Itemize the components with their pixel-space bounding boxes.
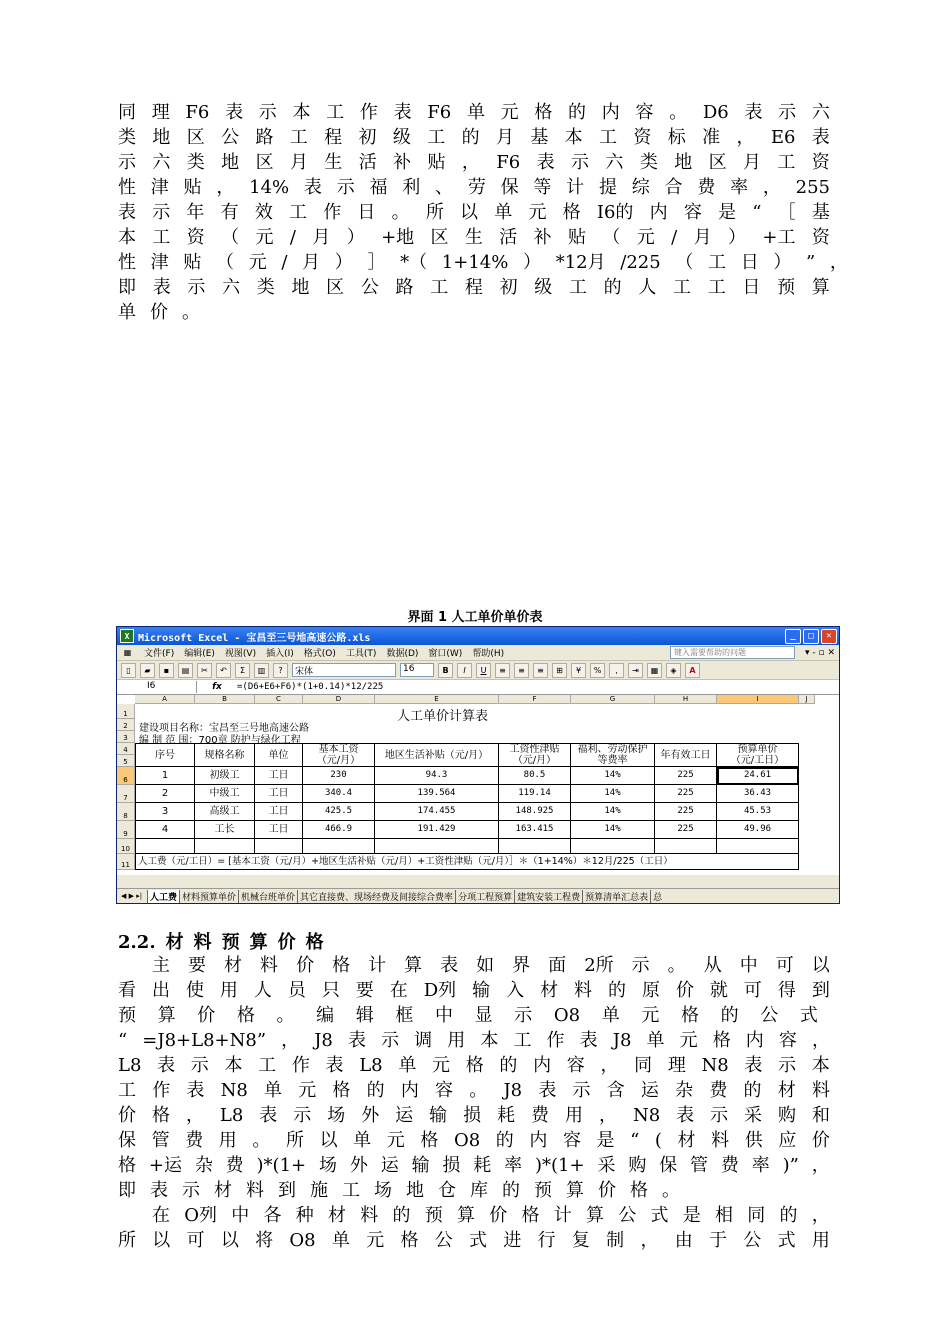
table-header-cell[interactable]: 地区生活补贴（元/月） bbox=[375, 743, 499, 767]
row-header[interactable]: 10 bbox=[117, 839, 135, 854]
workbook-controls[interactable]: ▾ - ▫ ✕ bbox=[805, 647, 835, 658]
new-file-icon[interactable]: ▯ bbox=[121, 663, 136, 678]
fx-icon[interactable]: fx bbox=[212, 682, 222, 692]
table-header-cell[interactable]: 单位 bbox=[255, 743, 303, 767]
font-size-select[interactable]: 16 bbox=[400, 663, 434, 677]
table-cell[interactable]: 49.96 bbox=[717, 821, 799, 839]
table-cell[interactable]: 14% bbox=[571, 767, 655, 785]
table-cell[interactable] bbox=[375, 839, 499, 854]
row-header[interactable]: 6 bbox=[117, 767, 135, 785]
font-name-select[interactable]: 宋体 bbox=[292, 663, 396, 677]
table-cell[interactable]: 163.415 bbox=[499, 821, 571, 839]
text-line: 同 理 F6 表 示 本 工 作 表 F6 单 元 格 的 内 容 。 D6 表 示 六 bbox=[118, 102, 830, 123]
formula-bar bbox=[117, 680, 839, 695]
column-header[interactable]: I bbox=[717, 695, 799, 704]
text-line: 本 工 资 （ 元 / 月 ） +地 区 生 活 补 贴 （ 元 / 月 ） +工 资 bbox=[118, 227, 830, 248]
text-line: 即 表 示 六 类 地 区 公 路 工 程 初 级 工 的 人 工 工 日 预 算 bbox=[118, 277, 830, 298]
column-header[interactable]: H bbox=[655, 695, 717, 704]
text-line: 单 价 。 bbox=[118, 302, 200, 323]
text-line: 类 地 区 公 路 工 程 初 级 工 的 月 基 本 工 资 标 准 ， E6 表 bbox=[118, 127, 830, 148]
table-cell[interactable]: 高级工 bbox=[195, 803, 255, 821]
cut-icon[interactable]: ✂ bbox=[197, 663, 212, 678]
table-cell[interactable]: 4 bbox=[135, 821, 195, 839]
table-header-cell[interactable]: 预算单价 （元/工日） bbox=[717, 743, 799, 767]
row-header[interactable]: 4 bbox=[117, 743, 135, 755]
help-search-input[interactable]: 键入需要帮助的问题 bbox=[670, 646, 795, 659]
table-cell[interactable] bbox=[571, 839, 655, 854]
workbook-icon: ▦ bbox=[123, 648, 132, 657]
menu-item[interactable]: 数据(D) bbox=[386, 649, 419, 659]
text-line: 预 算 价 格 。 编 辑 框 中 显 示 O8 单 元 格 的 公 式 bbox=[118, 1005, 818, 1026]
column-header[interactable]: J bbox=[799, 695, 815, 704]
row-header[interactable]: 9 bbox=[117, 821, 135, 839]
align-center-icon[interactable]: ≡ bbox=[514, 663, 529, 678]
table-cell[interactable] bbox=[255, 839, 303, 854]
title-bar bbox=[117, 627, 839, 645]
table-cell[interactable]: 425.5 bbox=[303, 803, 375, 821]
project-scope: 编 制 范 围：700章 防护与绿化工程 bbox=[139, 735, 301, 746]
row-header[interactable]: 7 bbox=[117, 785, 135, 803]
percent-icon[interactable]: % bbox=[590, 663, 605, 678]
table-cell[interactable]: 初级工 bbox=[195, 767, 255, 785]
minimize-button[interactable]: _ bbox=[785, 629, 801, 644]
tab-scroll-icon[interactable]: ◀ ▶ ▸| bbox=[121, 892, 143, 900]
table-cell[interactable] bbox=[717, 839, 799, 854]
align-right-icon[interactable]: ≡ bbox=[533, 663, 548, 678]
table-cell[interactable]: 工日 bbox=[255, 803, 303, 821]
chart-icon[interactable]: ▥ bbox=[254, 663, 269, 678]
menu-item[interactable]: 工具(T) bbox=[345, 649, 377, 659]
text-line: 表 示 年 有 效 工 作 日 。 所 以 单 元 格 I6的 内 容 是 “ ［ 基 bbox=[118, 202, 830, 223]
table-cell[interactable]: 45.53 bbox=[717, 803, 799, 821]
table-cell[interactable]: 119.14 bbox=[499, 785, 571, 803]
table-cell[interactable] bbox=[135, 839, 195, 854]
column-header[interactable]: G bbox=[571, 695, 655, 704]
table-cell[interactable]: 148.925 bbox=[499, 803, 571, 821]
table-cell[interactable]: 340.4 bbox=[303, 785, 375, 803]
paragraph-1 bbox=[118, 100, 848, 325]
merge-icon[interactable]: ⊞ bbox=[552, 663, 567, 678]
table-cell[interactable]: 14% bbox=[571, 803, 655, 821]
selected-cell-I6[interactable]: 24.61 bbox=[717, 767, 799, 785]
excel-app-icon: X bbox=[120, 629, 134, 643]
text-line: 工 作 表 N8 单 元 格 的 内 容 。 J8 表 示 含 运 杂 费 的 材 料 bbox=[118, 1080, 830, 1101]
table-cell[interactable]: 225 bbox=[655, 821, 717, 839]
table-cell[interactable]: 225 bbox=[655, 803, 717, 821]
italic-icon[interactable]: I bbox=[457, 663, 472, 678]
table-cell[interactable]: 工长 bbox=[195, 821, 255, 839]
menu-bar bbox=[117, 645, 839, 661]
sheet-tab[interactable]: 分项工程预算 bbox=[455, 890, 514, 903]
excel-window bbox=[116, 626, 840, 904]
text-line: L8 表 示 本 工 作 表 L8 单 元 格 的 内 容 ， 同 理 N8 表 示 本 bbox=[118, 1055, 830, 1076]
row-header[interactable]: 2 bbox=[117, 719, 135, 731]
table-cell[interactable] bbox=[655, 839, 717, 854]
figure-caption: 界面 1 人工单价单价表 bbox=[407, 610, 543, 625]
row-header[interactable]: 8 bbox=[117, 803, 135, 821]
table-cell[interactable]: 14% bbox=[571, 785, 655, 803]
project-name: 建设项目名称：宝昌至三号地高速公路 bbox=[139, 723, 309, 734]
indent-icon[interactable]: ⇥ bbox=[628, 663, 643, 678]
column-header[interactable]: C bbox=[255, 695, 303, 704]
text-line: 性 津 贴 ， 14% 表 示 福 利 、 劳 保 等 计 提 综 合 费 率 ， 255 bbox=[118, 177, 830, 198]
bold-icon[interactable]: B bbox=[438, 663, 453, 678]
help-icon[interactable]: ? bbox=[273, 663, 288, 678]
text-line: 主 要 材 料 价 格 计 算 表 如 界 面 2所 示 。 从 中 可 以 bbox=[152, 955, 830, 976]
sheet-tab[interactable]: 机械台班单价 bbox=[238, 890, 297, 903]
table-cell[interactable]: 230 bbox=[303, 767, 375, 785]
table-cell[interactable]: 14% bbox=[571, 821, 655, 839]
sheet-tab[interactable]: 人工费 bbox=[147, 890, 179, 903]
table-cell[interactable]: 174.455 bbox=[375, 803, 499, 821]
currency-icon[interactable]: ¥ bbox=[571, 663, 586, 678]
align-left-icon[interactable]: ≡ bbox=[495, 663, 510, 678]
column-header[interactable]: E bbox=[375, 695, 499, 704]
row-header[interactable]: 5 bbox=[117, 755, 135, 767]
print-icon[interactable]: ▤ bbox=[178, 663, 193, 678]
table-cell[interactable]: 2 bbox=[135, 785, 195, 803]
column-header[interactable]: F bbox=[499, 695, 571, 704]
border-icon[interactable]: ▦ bbox=[647, 663, 662, 678]
text-line: 看 出 使 用 人 员 只 要 在 D列 输 入 材 料 的 原 价 就 可 得 到 bbox=[118, 980, 830, 1001]
table-cell[interactable]: 中级工 bbox=[195, 785, 255, 803]
menu-item[interactable]: 格式(O) bbox=[303, 649, 336, 659]
toolbar bbox=[117, 661, 839, 680]
text-line: 示 六 类 地 区 月 生 活 补 贴 ， F6 表 示 六 类 地 区 月 工 资 bbox=[118, 152, 830, 173]
font-color-icon[interactable]: A bbox=[685, 663, 700, 678]
table-header-cell[interactable]: 规格名称 bbox=[195, 743, 255, 767]
column-header[interactable]: D bbox=[303, 695, 375, 704]
underline-icon[interactable]: U bbox=[476, 663, 491, 678]
table-cell[interactable]: 1 bbox=[135, 767, 195, 785]
open-file-icon[interactable]: ▰ bbox=[140, 663, 155, 678]
table-cell[interactable] bbox=[195, 839, 255, 854]
name-box[interactable]: I6 bbox=[117, 681, 197, 693]
sheet-title: 人工单价计算表 bbox=[397, 709, 489, 724]
menu-item[interactable]: 帮助(H) bbox=[472, 649, 505, 659]
text-line: 价 格 ， L8 表 示 场 外 运 输 损 耗 费 用 ， N8 表 示 采 购 和 bbox=[118, 1105, 830, 1126]
table-header-cell[interactable]: 序号 bbox=[135, 743, 195, 767]
table-header-cell[interactable]: 工资性津贴 （元/月） bbox=[499, 743, 571, 767]
section-heading: 2.2. 材料预算价格 bbox=[118, 932, 334, 953]
sheet-tab[interactable]: 其它直接费、现场经费及间接综合费率 bbox=[297, 890, 455, 903]
save-icon[interactable]: ▪ bbox=[159, 663, 174, 678]
text-line: 性 津 贴 （ 元 / 月 ） ］ *（ 1+14% ） *12月 /225 （ 工 日 ） ” ， bbox=[118, 252, 848, 273]
text-line: 即 表 示 材 料 到 施 工 场 地 仓 库 的 预 算 价 格 。 bbox=[118, 1180, 680, 1201]
maximize-button[interactable]: □ bbox=[803, 629, 819, 644]
row-header[interactable]: 11 bbox=[117, 854, 135, 870]
close-button[interactable]: ✕ bbox=[821, 629, 837, 644]
menu-item[interactable]: 编辑(E) bbox=[184, 649, 215, 659]
sheet-tab[interactable]: 总 bbox=[650, 890, 664, 903]
paragraph-2 bbox=[118, 953, 830, 1253]
formula-note: 人工费（元/工日）= [基本工资（元/月）+地区生活补贴（元/月）+工资性津贴（元/月）］＊（1+14%）＊12月/225（工日） bbox=[135, 854, 799, 870]
table-cell[interactable]: 225 bbox=[655, 785, 717, 803]
table-cell[interactable]: 工日 bbox=[255, 785, 303, 803]
table-cell[interactable] bbox=[499, 839, 571, 854]
undo-icon[interactable]: ↶ bbox=[216, 663, 231, 678]
table-header-cell[interactable]: 基本工资 （元/月） bbox=[303, 743, 375, 767]
table-header-cell[interactable]: 年有效工日 bbox=[655, 743, 717, 767]
menu-item[interactable]: 插入(I) bbox=[266, 649, 294, 659]
text-line: 在 O列 中 各 种 材 料 的 预 算 价 格 计 算 公 式 是 相 同 的 ， bbox=[152, 1205, 830, 1226]
column-header[interactable]: B bbox=[195, 695, 255, 704]
fill-color-icon[interactable]: ◈ bbox=[666, 663, 681, 678]
row-header[interactable]: 3 bbox=[117, 731, 135, 743]
table-cell[interactable]: 191.429 bbox=[375, 821, 499, 839]
sheet-tab[interactable]: 材料预算单价 bbox=[179, 890, 238, 903]
column-header[interactable]: A bbox=[135, 695, 195, 704]
autosum-icon[interactable]: Σ bbox=[235, 663, 250, 678]
formula-input[interactable]: =(D6+E6+F6)*(1+0.14)*12/225 bbox=[237, 682, 384, 692]
text-line: 格 +运 杂 费 )*(1+ 场 外 运 输 损 耗 率 )*(1+ 采 购 保 管 费 率 )” ， bbox=[118, 1155, 830, 1176]
text-line: “ =J8+L8+N8” ， J8 表 示 调 用 本 工 作 表 J8 单 元 格 内 容 ， bbox=[118, 1030, 830, 1051]
row-header[interactable]: 1 bbox=[117, 704, 135, 719]
table-cell[interactable]: 工日 bbox=[255, 821, 303, 839]
table-cell[interactable]: 36.43 bbox=[717, 785, 799, 803]
table-cell[interactable]: 94.3 bbox=[375, 767, 499, 785]
worksheet-grid[interactable] bbox=[117, 695, 839, 875]
sheet-tab[interactable]: 建筑安装工程费 bbox=[514, 890, 582, 903]
table-cell[interactable]: 466.9 bbox=[303, 821, 375, 839]
menu-item[interactable]: 视图(V) bbox=[224, 649, 257, 659]
table-cell[interactable]: 80.5 bbox=[499, 767, 571, 785]
menu-item[interactable]: 文件(F) bbox=[144, 649, 175, 659]
text-line: 所 以 可 以 将 O8 单 元 格 公 式 进 行 复 制 ， 由 于 公 式 用 bbox=[118, 1230, 830, 1251]
table-cell[interactable] bbox=[303, 839, 375, 854]
table-cell[interactable]: 139.564 bbox=[375, 785, 499, 803]
table-cell[interactable]: 工日 bbox=[255, 767, 303, 785]
window-title: Microsoft Excel - 宝昌至三号地高速公路.xls bbox=[138, 632, 371, 644]
table-cell[interactable]: 225 bbox=[655, 767, 717, 785]
sheet-tabs bbox=[117, 888, 839, 903]
sheet-tab[interactable]: 预算清单汇总表 bbox=[582, 890, 650, 903]
comma-icon[interactable]: , bbox=[609, 663, 624, 678]
menu-item[interactable]: 窗口(W) bbox=[428, 649, 463, 659]
table-header-cell[interactable]: 福利、劳动保护 等费率 bbox=[571, 743, 655, 767]
table-cell[interactable]: 3 bbox=[135, 803, 195, 821]
text-line: 保 管 费 用 。 所 以 单 元 格 O8 的 内 容 是 “ ( 材 料 供 应 价 bbox=[118, 1130, 830, 1151]
